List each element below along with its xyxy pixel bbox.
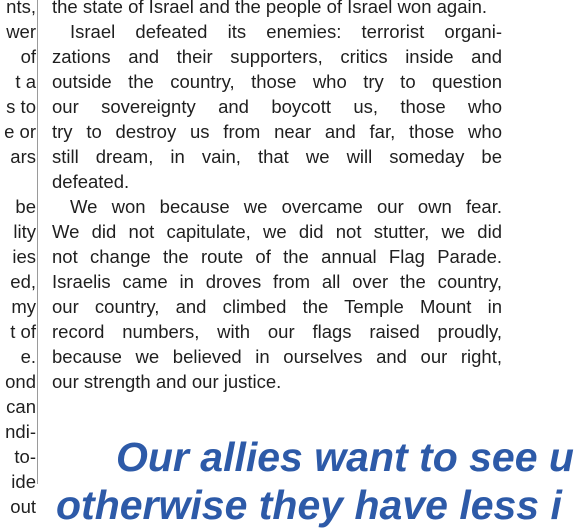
article-line: Israelis came in droves from all over the country, <box>52 271 502 292</box>
article-line: the state of Israel and the people of Israel won again. <box>52 0 488 17</box>
article-line: our country, and climbed the Temple Mount in <box>52 296 502 317</box>
article-line: because we believed in ourselves and our right, <box>52 346 502 367</box>
article-line: We did not capitulate, we did not stutter, we did <box>52 221 502 242</box>
pull-quote-line: Our allies want to see u <box>116 434 574 480</box>
left-fragment: lity <box>13 221 36 242</box>
article-line: Israel defeated its enemies: terrorist organi- <box>70 21 502 42</box>
left-fragment: t a <box>15 71 36 92</box>
left-fragment: out <box>10 496 36 517</box>
left-fragment: can <box>6 396 36 417</box>
left-column-text <box>0 0 38 517</box>
article-line: our sovereignty and boycott us, those who <box>52 96 502 117</box>
left-fragment: e or <box>4 121 36 142</box>
pull-quote-line: otherwise they have less i <box>56 482 562 528</box>
left-fragment: be <box>15 196 36 217</box>
left-fragment: to- <box>14 446 36 467</box>
left-fragment: e. <box>20 346 36 367</box>
left-fragment: s to <box>6 96 36 117</box>
article-line: our strength and our justice. <box>52 371 282 392</box>
article-line: outside the country, those who try to question <box>52 71 502 92</box>
article-line: We won because we overcame our own fear. <box>70 196 502 217</box>
left-fragment: wer <box>6 21 36 42</box>
article-line: not change the route of the annual Flag Parade. <box>52 246 502 267</box>
left-fragment: ars <box>10 146 36 167</box>
left-fragment: of <box>20 46 36 67</box>
article-line: try to destroy us from near and far, those who <box>52 121 502 142</box>
left-fragment: t of <box>10 321 36 342</box>
left-fragment: nts, <box>6 0 36 17</box>
column-divider <box>37 0 38 484</box>
left-fragment: ide <box>11 471 36 492</box>
left-fragment: my <box>11 296 36 317</box>
article-line: record numbers, with our flags raised proudly, <box>52 321 502 342</box>
left-fragment: ond <box>5 371 36 392</box>
left-fragment: ndi- <box>5 421 36 442</box>
left-fragment: ed, <box>10 271 36 292</box>
left-fragment: ies <box>12 246 36 267</box>
article-line: defeated. <box>52 171 130 192</box>
article-line: zations and their supporters, critics inside and <box>52 46 502 67</box>
article-line: still dream, in vain, that we will someday be <box>52 146 502 167</box>
